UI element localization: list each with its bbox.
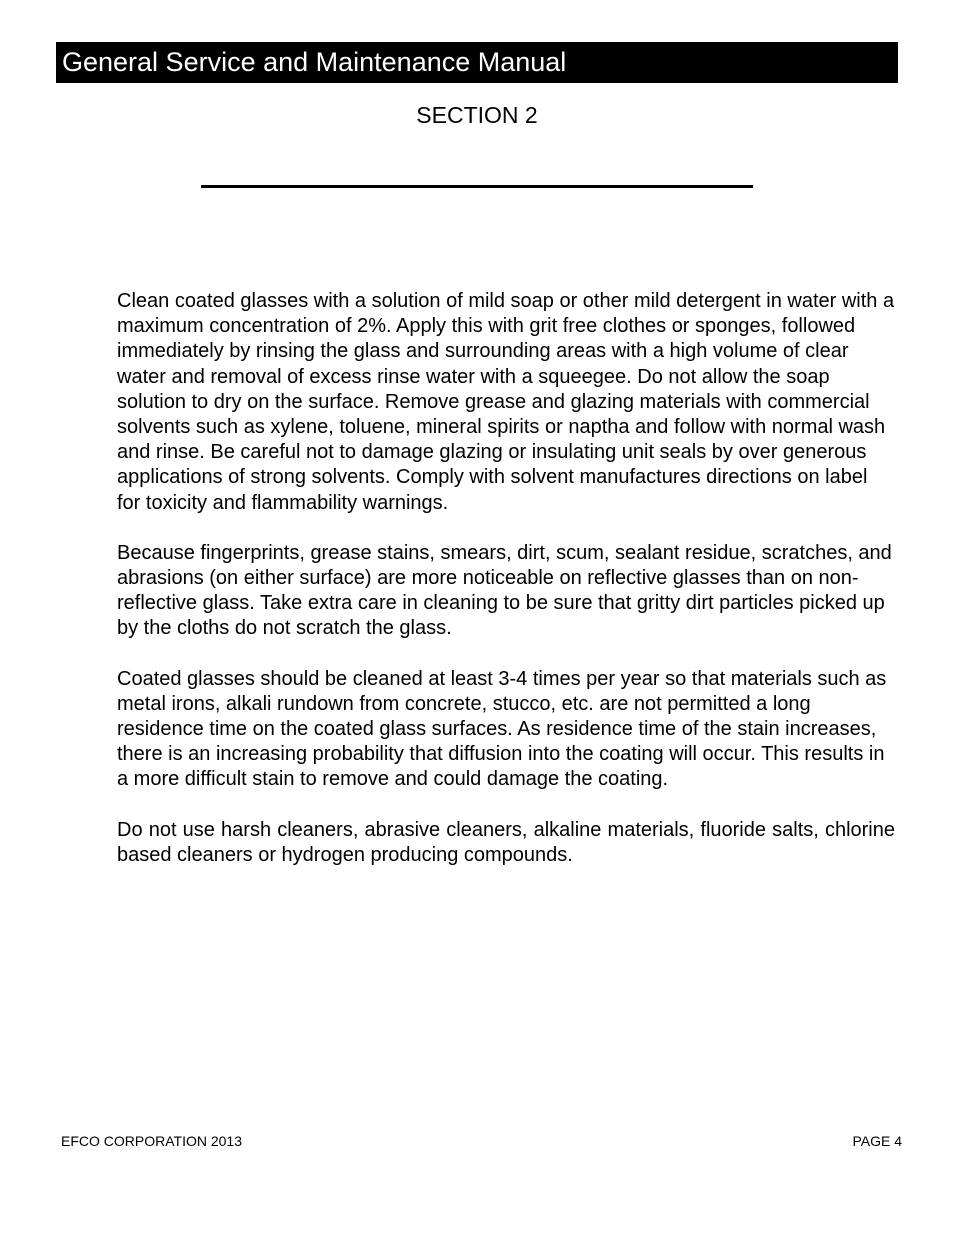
section-divider <box>201 185 753 188</box>
paragraph-prohibited-cleaners: Do not use harsh cleaners, abrasive cleaners, alkaline materials, fluoride salts, chlorine based cleaners or hydrogen producing compounds. <box>117 818 895 866</box>
footer-page-number: PAGE 4 <box>852 1133 902 1149</box>
paragraph-cleaning-frequency: Coated glasses should be cleaned at least 3-4 times per year so that materials such as metal irons, alkali rundown from concrete, stucco, etc. are not permitted a long residence time on the coated glass surfaces. As residence time of the stain increases, there is an increasing probability that diffusion into the coating will occur. This results in a more difficult stain to remove and could damage the coating. <box>117 667 887 791</box>
section-heading: SECTION 2 <box>416 102 538 128</box>
header-bar <box>56 42 898 83</box>
paragraph-reflective-glass-care: Because fingerprints, grease stains, smears, dirt, scum, sealant residue, scratches, and abrasions (on either surface) are more noticeable on reflective glasses than on non-reflective glass. Take extra care in cleaning to be sure that gritty dirt particles picked up by the cloths do not scratch the glass. <box>117 541 892 640</box>
paragraph-cleaning-procedure: Clean coated glasses with a solution of mild soap or other mild detergent in water with a maximum concentration of 2%. Apply this with grit free clothes or sponges, followed immediately by rinsing the glass and surrounding areas with a high volume of clear water and removal of excess rinse water with a squeegee. Do not allow the soap solution to dry on the surface. Remove grease and glazing materials with commercial solvents such as xylene, toluene, mineral spirits or naptha and follow with normal wash and rinse. Be careful not to damage glazing or insulating unit seals by over generous applications of strong solvents. Comply with solvent manufactures directions on label for toxicity and flammability warnings. <box>117 290 895 514</box>
body-content <box>117 289 895 893</box>
document-title: General Service and Maintenance Manual <box>62 47 567 77</box>
footer-company: EFCO CORPORATION 2013 <box>61 1133 243 1149</box>
